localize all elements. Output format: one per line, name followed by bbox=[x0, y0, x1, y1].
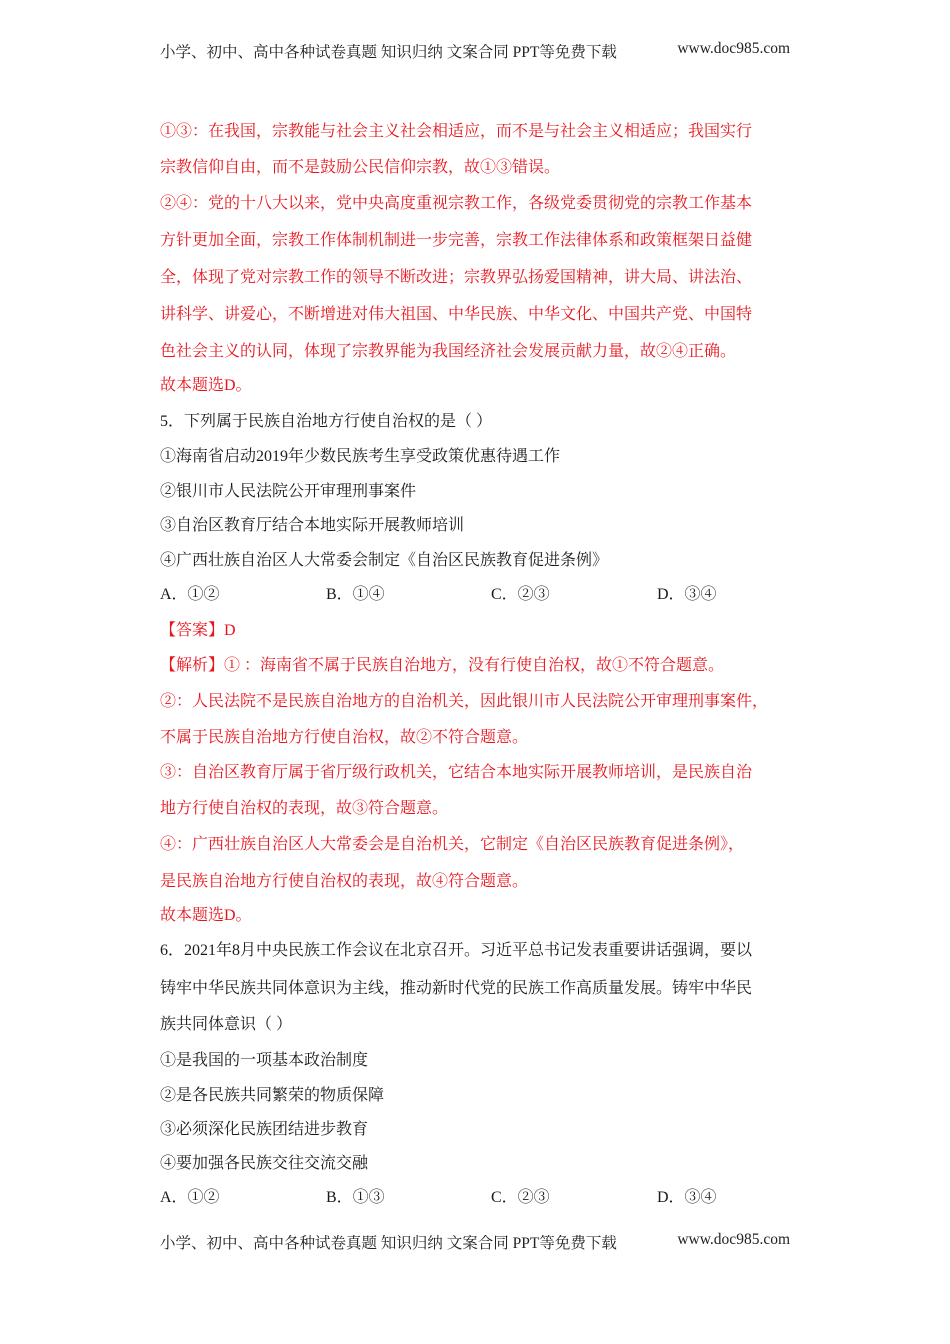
analysis-conclusion: 故本题选D。 bbox=[160, 907, 252, 924]
analysis-line: 讲科学、讲爱心，不断增进对伟大祖国、中华民族、中华文化、中国共产党、中国特 bbox=[160, 306, 753, 323]
analysis-conclusion: 故本题选D。 bbox=[160, 377, 252, 394]
question-item: ②银川市人民法院公开审理刑事案件 bbox=[160, 483, 417, 500]
question-item: ③必须深化民族团结进步教育 bbox=[160, 1121, 369, 1138]
analysis-line: 【解析】① ：海南省不属于民族自治地方，没有行使自治权，故①不符合题意。 bbox=[160, 657, 725, 674]
question-item: ④广西壮族自治区人大常委会制定《自治区民族教育促进条例》 bbox=[160, 552, 609, 569]
analysis-line: ②：人民法院不是民族自治地方的自治机关，因此银川市人民法院公开审理刑事案件， bbox=[160, 693, 769, 710]
option-c: C．②③ bbox=[491, 1189, 550, 1206]
option-a: A．①② bbox=[160, 586, 220, 603]
question-stem: 5．下列属于民族自治地方行使自治权的是（ ） bbox=[160, 413, 493, 430]
question-stem: 6．2021年8月中央民族工作会议在北京召开。习近平总书记发表重要讲话强调，要以 bbox=[160, 942, 753, 959]
option-a: A．①② bbox=[160, 1189, 220, 1206]
question-item: ①是我国的一项基本政治制度 bbox=[160, 1052, 369, 1069]
option-b: B．①③ bbox=[326, 1189, 385, 1206]
analysis-line: 全，体现了党对宗教工作的领导不断改进；宗教界弘扬爱国精神，讲大局、讲法治、 bbox=[160, 269, 753, 286]
analysis-line: 宗教信仰自由，而不是鼓励公民信仰宗教，故①③错误。 bbox=[160, 159, 561, 176]
analysis-line: ②④：党的十八大以来，党中央高度重视宗教工作，各级党委贯彻党的宗教工作基本 bbox=[160, 195, 753, 212]
question-item: ①海南省启动2019年少数民族考生享受政策优惠待遇工作 bbox=[160, 448, 561, 465]
header-site-url: www.doc985.com bbox=[677, 40, 790, 57]
question-stem: 族共同体意识（ ） bbox=[160, 1016, 293, 1033]
analysis-line: 不属于民族自治地方行使自治权，故②不符合题意。 bbox=[160, 729, 529, 746]
option-b: B．①④ bbox=[326, 586, 385, 603]
analysis-line: 色社会主义的认同，体现了宗教界能为我国经济社会发展贡献力量，故②④正确。 bbox=[160, 343, 737, 360]
option-c: C．②③ bbox=[491, 586, 550, 603]
question-item: ②是各民族共同繁荣的物质保障 bbox=[160, 1087, 385, 1104]
option-d: D．③④ bbox=[657, 1189, 717, 1206]
analysis-line: 地方行使自治权的表现，故③符合题意。 bbox=[160, 800, 449, 817]
footer-promo-text: 小学、初中、高中各种试卷真题 知识归纳 文案合同 PPT等免费下载 bbox=[160, 1235, 617, 1252]
question-item: ③自治区教育厅结合本地实际开展教师培训 bbox=[160, 517, 465, 534]
analysis-line: 方针更加全面，宗教工作体制机制进一步完善，宗教工作法律体系和政策框架日益健 bbox=[160, 232, 753, 249]
analysis-line: 是民族自治地方行使自治权的表现，故④符合题意。 bbox=[160, 873, 529, 890]
page-header bbox=[160, 40, 790, 62]
analysis-line: ④：广西壮族自治区人大常委会是自治机关，它制定《自治区民族教育促进条例》， bbox=[160, 836, 745, 853]
page-footer bbox=[160, 1231, 790, 1253]
option-d: D．③④ bbox=[657, 586, 717, 603]
question-stem: 铸牢中华民族共同体意识为主线，推动新时代党的民族工作高质量发展。铸牢中华民 bbox=[160, 980, 753, 997]
analysis-line: ③：自治区教育厅属于省厅级行政机关，它结合本地实际开展教师培训，是民族自治 bbox=[160, 764, 753, 781]
header-promo-text: 小学、初中、高中各种试卷真题 知识归纳 文案合同 PPT等免费下载 bbox=[160, 44, 617, 61]
analysis-line: ①③：在我国，宗教能与社会主义社会相适应，而不是与社会主义相适应；我国实行 bbox=[160, 123, 753, 140]
footer-site-url: www.doc985.com bbox=[677, 1231, 790, 1248]
question-item: ④要加强各民族交往交流交融 bbox=[160, 1155, 369, 1172]
answer-label: 【答案】D bbox=[160, 622, 236, 639]
